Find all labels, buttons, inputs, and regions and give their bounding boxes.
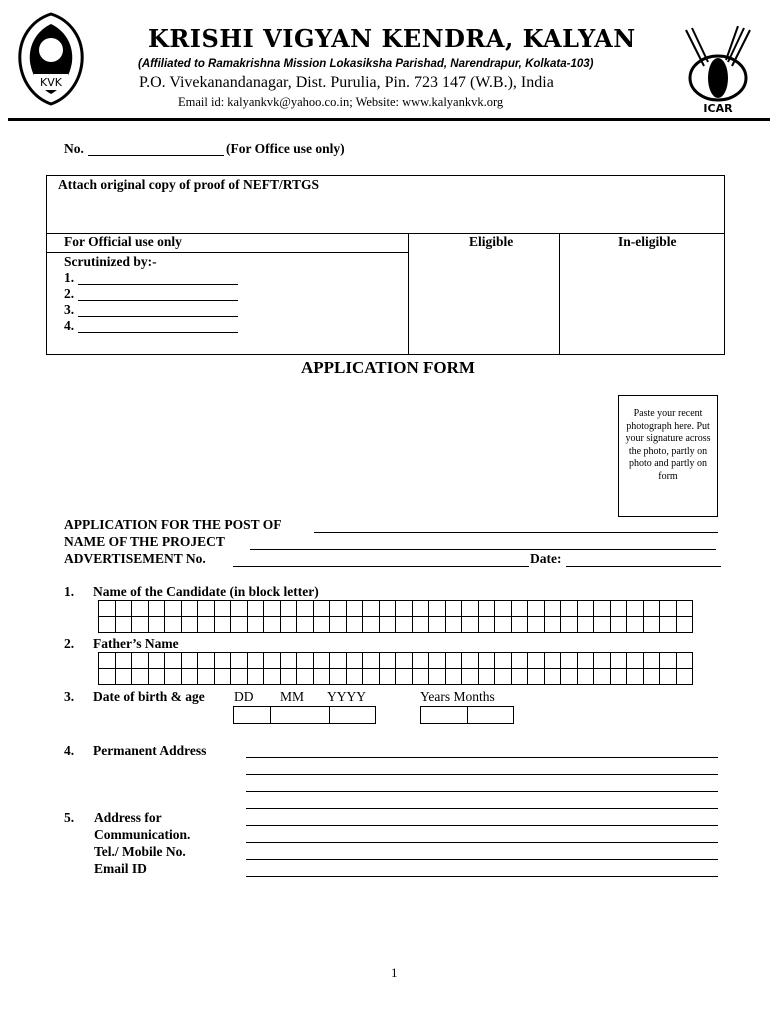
address-line-1[interactable]	[246, 757, 718, 758]
scrutiny-item-3: 3.	[64, 302, 75, 317]
office-use-note: (For Office use only)	[226, 141, 345, 156]
father-name-grid[interactable]	[98, 652, 693, 685]
svg-text:KVK: KVK	[40, 76, 62, 89]
scrutiny-item-4: 4.	[64, 318, 75, 333]
scrutiny-line-1[interactable]	[78, 284, 238, 285]
contact-line: Email id: kalyankvk@yahoo.co.in; Website: www.kalyankvk.org	[178, 95, 504, 109]
ineligible-header: In-eligible	[618, 234, 677, 249]
postal-address: P.O. Vivekanandanagar, Dist. Purulia, Pin. 723 147 (W.B.), India	[139, 74, 554, 91]
dob-month-box[interactable]	[270, 706, 330, 724]
post-field[interactable]	[314, 532, 718, 533]
scrutiny-line-4[interactable]	[78, 332, 238, 333]
dd-label: DD	[234, 689, 254, 704]
q5-line-3: Tel./ Mobile No.	[94, 844, 186, 859]
advt-field[interactable]	[233, 566, 529, 567]
comm-line-4[interactable]	[246, 876, 718, 877]
q5-number: 5.	[64, 810, 75, 825]
dob-year-box[interactable]	[329, 706, 376, 724]
q2-number: 2.	[64, 636, 75, 651]
years-months-label: Years Months	[420, 689, 495, 704]
advt-label: ADVERTISEMENT No.	[64, 551, 206, 566]
project-field[interactable]	[250, 549, 716, 550]
q3-label: Date of birth & age	[93, 689, 205, 704]
q5-line-4: Email ID	[94, 861, 147, 876]
icar-logo	[678, 26, 758, 114]
q1-number: 1.	[64, 584, 75, 599]
attach-proof-label: Attach original copy of proof of NEFT/RTGS	[58, 177, 320, 192]
q3-number: 3.	[64, 689, 75, 704]
comm-line-2[interactable]	[246, 842, 718, 843]
mm-label: MM	[280, 689, 305, 704]
affiliation-line: (Affiliated to Ramakrishna Mission Lokasiksha Parishad, Narendrapur, Kolkata-103)	[138, 58, 594, 70]
official-use-label: For Official use only	[64, 234, 182, 249]
page-number: 1	[391, 965, 398, 980]
address-line-2[interactable]	[246, 774, 718, 775]
comm-line-3[interactable]	[246, 859, 718, 860]
header-divider	[8, 118, 770, 121]
candidate-name-grid[interactable]	[98, 600, 693, 633]
q4-label: Permanent Address	[93, 743, 207, 758]
kvk-logo	[12, 10, 90, 108]
address-line-4[interactable]	[246, 808, 718, 809]
scrutiny-line-2[interactable]	[78, 300, 238, 301]
org-title: KRISHI VIGYAN KENDRA, KALYAN	[148, 24, 636, 53]
dob-day-box[interactable]	[233, 706, 271, 724]
scrutinized-label: Scrutinized by:-	[64, 254, 157, 269]
eligible-header: Eligible	[469, 234, 514, 249]
scrutiny-item-1: 1.	[64, 270, 75, 285]
q5-line-2: Communication.	[94, 827, 191, 842]
office-no-label: No.	[64, 141, 84, 156]
address-line-3[interactable]	[246, 791, 718, 792]
form-title: APPLICATION FORM	[301, 358, 475, 377]
svg-text:ICAR: ICAR	[703, 102, 733, 114]
comm-line-1[interactable]	[246, 825, 718, 826]
date-label: Date:	[530, 551, 562, 566]
scrutiny-line-3[interactable]	[78, 316, 238, 317]
office-no-field[interactable]	[88, 155, 224, 156]
age-years-box[interactable]	[420, 706, 468, 724]
yyyy-label: YYYY	[327, 689, 366, 704]
q2-label: Father’s Name	[93, 636, 179, 651]
q4-number: 4.	[64, 743, 75, 758]
q1-label: Name of the Candidate (in block letter)	[93, 584, 319, 599]
scrutiny-item-2: 2.	[64, 286, 75, 301]
photo-instructions: Paste your recent photograph here. Put your signature across the photo, partly on photo and partly on form	[625, 408, 711, 482]
date-field[interactable]	[566, 566, 721, 567]
post-label: APPLICATION FOR THE POST OF	[64, 517, 282, 532]
q5-line-1: Address for	[94, 810, 162, 825]
age-months-box[interactable]	[467, 706, 514, 724]
project-label: NAME OF THE PROJECT	[64, 534, 225, 549]
